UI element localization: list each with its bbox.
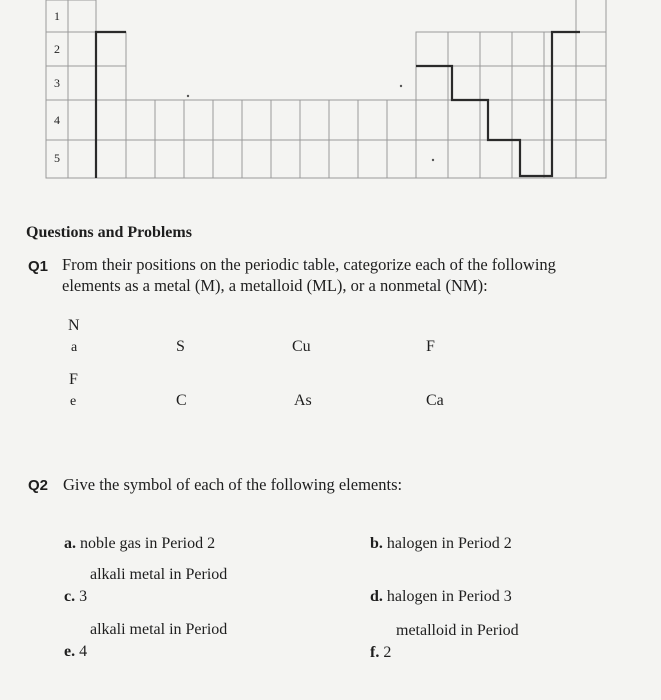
q2-item-e-line2: 4	[79, 643, 88, 660]
q1-element-fe-bottom: e	[70, 394, 77, 409]
q2-item-a-text: noble gas in Period 2	[80, 535, 216, 552]
period-number-2: 2	[54, 42, 60, 56]
q2-item-b-letter: b.	[370, 535, 383, 552]
q2-item-a-letter: a.	[64, 535, 76, 552]
q1-element-ca: Ca	[426, 392, 444, 409]
q1-element-cu: Cu	[292, 338, 311, 355]
q1-element-fe-top: F	[69, 371, 78, 388]
q2-item-f	[370, 642, 391, 664]
q2-item-e-letter: e.	[64, 643, 76, 660]
q2-label: Q2	[28, 477, 49, 494]
period-number-5: 5	[54, 151, 60, 165]
q2-text: Give the symbol of each of the following elements:	[63, 475, 403, 494]
q2-item-c-letter: c.	[64, 588, 76, 605]
q2-item-b-text: halogen in Period 2	[386, 535, 512, 552]
q1-element-s: S	[176, 338, 185, 355]
q2-item-c	[64, 586, 87, 608]
periodic-table-grid	[0, 0, 661, 190]
q1-element-na-top: N	[68, 317, 80, 334]
q2-item-b	[370, 533, 512, 555]
period-number-3: 3	[54, 76, 60, 90]
q1-text: From their positions on the periodic table, categorize each of the following elements as a metal (M), a metalloid (ML), or a nonmetal (NM):	[62, 255, 556, 295]
q1-element-as: As	[294, 392, 312, 409]
period-number-4: 4	[54, 113, 60, 127]
q2-item-d	[370, 586, 512, 608]
q2-item-e-line1: alkali metal in Period	[90, 621, 228, 638]
q2-item-d-letter: d.	[370, 588, 383, 605]
q1-element-na-bottom: a	[71, 340, 78, 355]
q1-element-c: C	[176, 392, 187, 409]
q2-item-f-letter: f.	[370, 644, 380, 661]
q2-item-f-line1: metalloid in Period	[396, 622, 519, 639]
q2-item-a	[64, 533, 215, 555]
section-title: Questions and Problems	[26, 224, 192, 241]
q2-item-c-line1: alkali metal in Period	[90, 566, 228, 583]
q2-item-f-line2: 2	[383, 644, 392, 661]
q1-label: Q1	[28, 258, 49, 275]
q1-element-f: F	[426, 338, 435, 355]
q2-item-c-line2: 3	[79, 588, 88, 605]
q2-item-e	[64, 641, 87, 663]
period-number-1: 1	[54, 9, 60, 23]
q2-item-d-text: halogen in Period 3	[386, 588, 512, 605]
